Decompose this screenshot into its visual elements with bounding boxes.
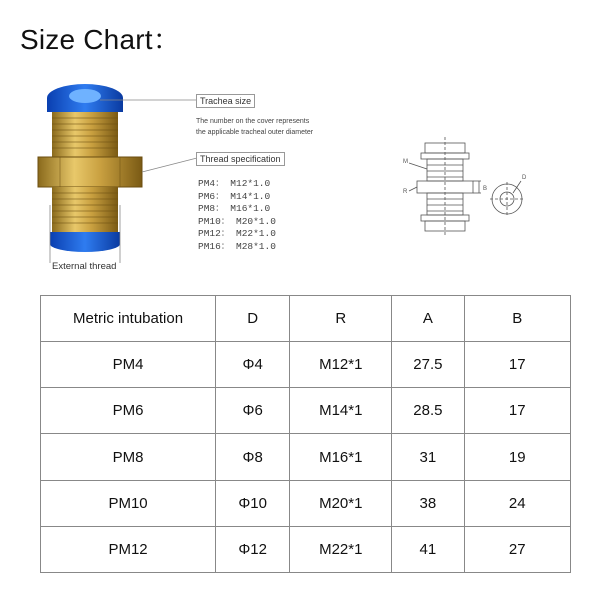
label-m: M [403,159,408,165]
cell-a: 28.5 [392,388,464,434]
thread-spec-list [198,178,276,253]
cell-model: PM6 [41,388,216,434]
label-b: B [483,186,488,192]
thread-spec-item: PM6： M14*1.0 [198,190,271,202]
cell-r: M22*1 [290,526,392,572]
cell-d: Φ12 [216,526,290,572]
cell-model: PM10 [41,480,216,526]
size-table [40,295,571,573]
header-d: D [216,296,290,342]
thread-spec-item: PM16： M28*1.0 [198,240,276,252]
technical-drawing [395,135,545,250]
cell-d: Φ8 [216,434,290,480]
cell-r: M20*1 [290,480,392,526]
callout-trachea-size: Trachea size [196,94,255,108]
header-metric-intubation: Metric intubation [41,296,216,342]
thread-spec-item: PM8： M16*1.0 [198,203,271,214]
thread-spec-item: PM4： M12*1.0 [198,178,271,189]
label-r: R [403,189,408,195]
cell-a: 38 [392,480,464,526]
cell-r: M12*1 [290,342,392,388]
callout-external-thread: External thread [52,261,117,272]
cell-d: Φ4 [216,342,290,388]
table-row [41,480,571,526]
table-row [41,526,571,572]
cell-model: PM4 [41,342,216,388]
cell-model: PM8 [41,434,216,480]
thread-spec-item: PM10： M20*1.0 [198,215,276,227]
dimension-drawing-svg [395,135,545,250]
cell-d: Φ10 [216,480,290,526]
cell-a: 31 [392,434,464,480]
header-a: A [392,296,464,342]
cell-a: 41 [392,526,464,572]
cell-a: 27.5 [392,342,464,388]
table-row [41,388,571,434]
cell-b: 19 [464,434,570,480]
table-header-row [41,296,571,342]
cell-b: 27 [464,526,570,572]
header-r: R [290,296,392,342]
callout-note-line1: The number on the cover represents [196,118,310,125]
bulkhead-fitting-image [30,80,340,280]
table-row [41,342,571,388]
cell-d: Φ6 [216,388,290,434]
header-b: B [464,296,570,342]
cell-b: 24 [464,480,570,526]
cell-r: M14*1 [290,388,392,434]
label-d: D [522,175,527,181]
page-title: Size Chart： [20,24,181,55]
cell-r: M16*1 [290,434,392,480]
callout-thread-spec: Thread specification [196,152,285,166]
cell-b: 17 [464,342,570,388]
cell-b: 17 [464,388,570,434]
table-row [41,434,571,480]
callout-note-line2: the applicable tracheal outer diameter [196,129,314,136]
product-illustration [30,80,340,280]
cell-model: PM12 [41,526,216,572]
thread-spec-item: PM12： M22*1.0 [198,228,276,239]
